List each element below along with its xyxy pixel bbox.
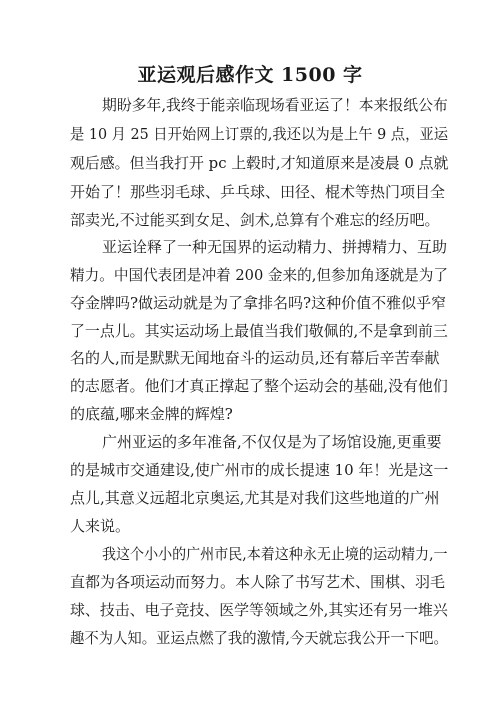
paragraph-4-line-3: 球、技击、电子竞技、医学等领域之外,其实还有另一堆兴 [70, 601, 448, 619]
paragraph-4-line-1: 我这个小小的广州市民,本着这种永无止境的运动精力,一 [102, 545, 448, 563]
paragraph-1-line-1: 期盼多年,我终于能亲临现场看亚运了！本来报纸公布 [102, 96, 448, 114]
paragraph-2-line-4: 了一点儿。其实运动场上最值当我们敬佩的,不是拿到前三 [70, 322, 448, 340]
paragraph-3-line-3: 点儿,其意义远超北京奥运,尤其是对我们这些地道的广州 [70, 489, 440, 507]
paragraph-2-line-2: 精力。中国代表团是冲着 200 金来的,但参加角逐就是为了 [70, 266, 448, 284]
page-title: 亚运观后感作文 1500 字 [137, 64, 363, 86]
paragraph-3-line-1: 广州亚运的多年准备,不仅仅是为了场馆设施,更重要 [102, 433, 442, 451]
paragraph-2-line-3: 夺金牌吗?做运动就是为了拿排名吗?这种价值不雅似乎窄 [70, 294, 447, 312]
paragraph-1-line-3: 观后感。但当我打开 pc 上毂时,才知道原来是凌晨 0 点就 [70, 154, 449, 172]
paragraph-3-line-4: 人来说。 [70, 517, 131, 535]
paragraph-2-line-5: 名的人,而是默默无闻地奋斗的运动员,还有幕后辛苦奉献 [70, 349, 440, 367]
paragraph-4-line-2: 直都为各项运动而努力。本人除了书写艺术、围棋、羽毛 [70, 573, 446, 591]
paragraph-2-line-6: 的志愿者。他们才真正撑起了整个运动会的基础,没有他们 [70, 377, 448, 395]
paragraph-4-line-4: 趣不为人知。亚运点燃了我的激情,今天就忘我公开一下吧。 [70, 629, 448, 647]
paragraph-2-line-1: 亚运诠释了一种无国界的运动精力、拼搏精力、互助 [102, 238, 448, 256]
paragraph-2-line-7: 的底蕴,哪来金牌的辉煌? [70, 405, 233, 423]
paragraph-3-line-2: 的是城市交通建设,使广州市的成长提速 10 年！光是这一 [70, 461, 449, 479]
paragraph-1-line-5: 部卖光,不过能买到女足、剑术,总算有个难忘的经历吧。 [70, 211, 440, 229]
paragraph-1-line-4: 开始了！那些羽毛球、乒乓球、田径、棍术等热门项目全 [70, 183, 446, 201]
paragraph-1-line-2: 是 10 月 25 日开始网上订票的,我还以为是上午 9 点，亚运 [70, 125, 449, 143]
